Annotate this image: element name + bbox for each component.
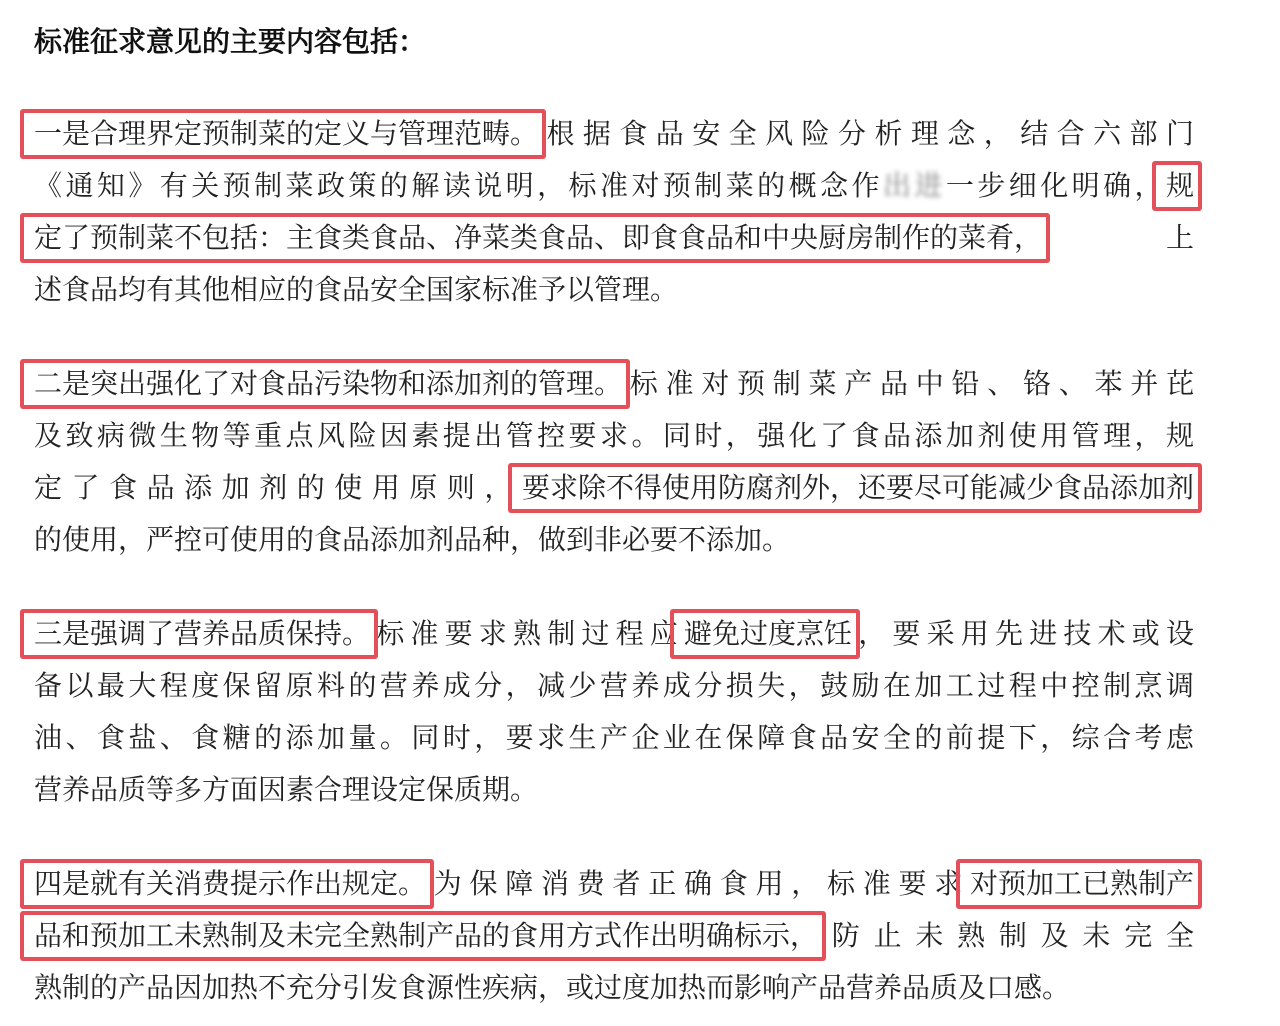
paragraph-line [34,462,1194,514]
text-segment: 一步细化明确， [945,169,1166,202]
paragraph-4 [34,858,1194,1014]
highlight-box: 品和预加工未熟制及未完全熟制产品的食用方式作出明确标示， [34,910,818,962]
paragraph-line: 及致病微生物等重点风险因素提出管控要求。同时，强化了食品添加剂使用管理，规 [34,419,1194,452]
paragraph-line [34,160,1194,212]
highlight-box: 三是强调了营养品质保持。 [34,608,370,660]
paragraph-2 [34,358,1194,566]
paragraph-line: 营养品质等多方面因素合理设定保质期。 [34,773,539,806]
paragraph-line [34,608,1194,660]
text-segment: 防止未熟制及未完全 [818,919,1194,952]
paragraph-line [34,212,1194,264]
highlight-box: 二是突出强化了对食品污染物和添加剂的管理。 [34,358,622,410]
paragraph-3 [34,608,1194,816]
highlight-box: 对预加工已熟制产 [970,858,1194,910]
text-segment: 上 [1042,221,1194,254]
text-segment: 为保障消费者正确食用，标准要求 [426,867,970,900]
text-segment: 标准要求熟制过程应 [370,617,684,650]
highlight-box: 一是合理界定预制菜的定义与管理范畴。 [34,108,538,160]
blurred-text: 出进 [882,169,946,202]
text-segment: 标准对预制菜产品中铅、铬、苯并芘 [622,367,1194,400]
paragraph-line: 油、食盐、食糖的添加量。同时，要求生产企业在保障食品安全的前提下，综合考虑 [34,721,1194,754]
text-segment: 定了食品添加剂的使用原则， [34,471,522,504]
highlight-box: 避免过度烹饪 [684,608,852,660]
paragraph-line [34,108,1194,160]
paragraph-line [34,858,1194,910]
paragraph-line: 备以最大程度保留原料的营养成分，减少营养成分损失，鼓励在加工过程中控制烹调 [34,669,1194,702]
paragraph-line: 熟制的产品因加热不充分引发食源性疾病，或过度加热而影响产品营养品质及口感。 [34,971,1071,1004]
highlight-box: 要求除不得使用防腐剂外，还要尽可能减少食品添加剂 [522,462,1194,514]
paragraph-line [34,910,1194,962]
paragraph-1 [34,108,1194,316]
paragraph-line [34,358,1194,410]
highlight-box: 规 [1166,160,1194,212]
text-segment: 根据食品安全风险分析理念，结合六部门 [538,117,1194,150]
highlight-box: 定了预制菜不包括：主食类食品、净菜类食品、即食食品和中央厨房制作的菜肴， [34,212,1042,264]
paragraph-line: 述食品均有其他相应的食品安全国家标准予以管理。 [34,273,679,306]
text-segment: ，要采用先进技术或设 [852,617,1194,650]
page-heading: 标准征求意见的主要内容包括： [34,25,427,58]
highlight-box: 四是就有关消费提示作出规定。 [34,858,426,910]
paragraph-line: 的使用，严控可使用的食品添加剂品种，做到非必要不添加。 [34,523,791,556]
text-segment: 《通知》有关预制菜政策的解读说明，标准对预制菜的概念作 [34,169,883,202]
